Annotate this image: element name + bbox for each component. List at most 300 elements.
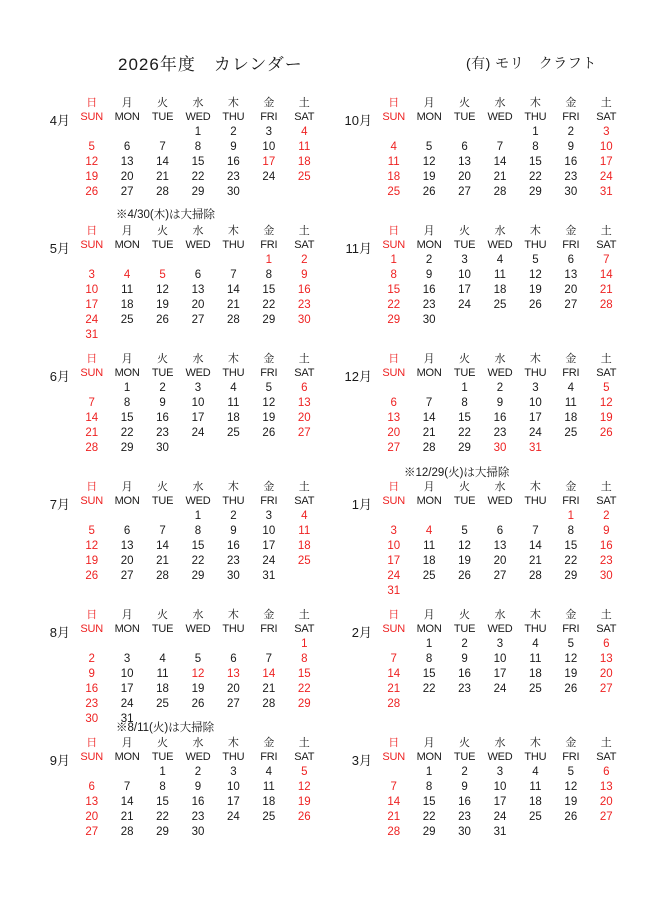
day-cell: 14 bbox=[387, 796, 401, 808]
week-row bbox=[376, 810, 624, 825]
day-cell: 30 bbox=[564, 186, 578, 198]
day-cell: 1 bbox=[159, 766, 166, 778]
day-cell: 10 bbox=[529, 397, 542, 409]
day-cell: 15 bbox=[564, 540, 578, 552]
weekday-kanji-mon: 月 bbox=[423, 609, 435, 621]
day-cell: 25 bbox=[297, 171, 311, 183]
day-cell: 20 bbox=[564, 284, 578, 296]
week-row bbox=[376, 652, 624, 667]
day-cell-empty bbox=[145, 637, 180, 652]
day-cell: 12 bbox=[85, 156, 99, 168]
month-label-jul: 7月 bbox=[49, 497, 70, 512]
day-cell: 5 bbox=[567, 638, 575, 650]
day-cell: 28 bbox=[120, 826, 134, 838]
day-cell: 15 bbox=[422, 668, 436, 680]
week-row bbox=[376, 411, 624, 426]
day-cell: 22 bbox=[191, 171, 205, 183]
weekday-abbr-row bbox=[376, 366, 624, 381]
weekday-kanji-wed: 水 bbox=[494, 353, 506, 365]
day-cell: 25 bbox=[297, 555, 311, 567]
day-cell: 3 bbox=[265, 510, 273, 522]
weekday-abbr-sat: SAT bbox=[596, 111, 617, 123]
week-row bbox=[74, 810, 322, 825]
weekday-kanji-sun: 日 bbox=[86, 97, 98, 109]
weekday-abbr-mon: MON bbox=[416, 623, 442, 635]
weekday-kanji-thu: 木 bbox=[227, 97, 239, 109]
day-cell: 15 bbox=[297, 668, 311, 680]
day-cell: 17 bbox=[387, 555, 401, 567]
weekday-kanji-sun: 日 bbox=[388, 97, 400, 109]
day-cell: 6 bbox=[88, 781, 95, 793]
month-block-nov bbox=[338, 224, 628, 352]
weekday-abbr-row bbox=[376, 494, 624, 509]
day-cell: 30 bbox=[458, 826, 471, 838]
day-cell: 6 bbox=[496, 525, 504, 537]
day-cell: 5 bbox=[194, 653, 202, 665]
day-cell: 9 bbox=[461, 781, 468, 793]
day-cell: 8 bbox=[532, 141, 539, 153]
weekday-kanji-fri: 金 bbox=[263, 609, 275, 621]
page-header bbox=[0, 50, 654, 90]
day-cell: 10 bbox=[85, 284, 99, 296]
weekday-abbr-row bbox=[74, 366, 322, 381]
day-cell: 26 bbox=[191, 698, 205, 710]
weekday-kanji-tue: 火 bbox=[459, 481, 471, 493]
weekday-abbr-sun: SUN bbox=[80, 367, 104, 379]
day-cell: 14 bbox=[156, 540, 169, 552]
day-cell: 11 bbox=[298, 141, 311, 153]
week-row bbox=[74, 328, 322, 343]
day-cell: 19 bbox=[191, 683, 205, 695]
weekday-kanji-thu: 木 bbox=[529, 225, 541, 237]
day-cell: 13 bbox=[297, 397, 311, 409]
weekday-abbr-fri: FRI bbox=[260, 751, 278, 763]
month-table-wrap-nov bbox=[376, 224, 624, 328]
weekday-kanji-sun: 日 bbox=[388, 609, 400, 621]
day-cell: 31 bbox=[529, 442, 542, 454]
day-cell: 29 bbox=[529, 186, 542, 198]
day-cell: 25 bbox=[529, 683, 542, 695]
weekday-kanji-wed: 水 bbox=[192, 225, 204, 237]
week-row bbox=[74, 569, 322, 584]
day-cell: 22 bbox=[387, 299, 401, 311]
weekday-abbr-tue: TUE bbox=[151, 239, 174, 251]
weekday-abbr-mon: MON bbox=[114, 367, 140, 379]
day-cell: 10 bbox=[120, 668, 134, 680]
weekday-abbr-sun: SUN bbox=[382, 111, 406, 123]
weekday-kanji-sat: 土 bbox=[600, 481, 612, 493]
weekday-kanji-wed: 水 bbox=[192, 97, 204, 109]
week-row bbox=[376, 426, 624, 441]
weekday-kanji-sat: 土 bbox=[298, 609, 310, 621]
month-label-jun: 6月 bbox=[49, 369, 70, 384]
day-cell: 12 bbox=[529, 269, 542, 281]
weekday-kanji-tue: 火 bbox=[459, 609, 471, 621]
day-cell: 14 bbox=[493, 156, 507, 168]
month-block-sep bbox=[36, 736, 326, 864]
day-cell: 17 bbox=[262, 540, 276, 552]
day-cell: 7 bbox=[265, 653, 273, 665]
month-table-wrap-apr bbox=[74, 96, 322, 200]
day-cell: 19 bbox=[564, 668, 578, 680]
weekday-abbr-thu: THU bbox=[524, 111, 547, 123]
weekday-kanji-wed: 水 bbox=[192, 353, 204, 365]
weekday-abbr-mon: MON bbox=[114, 495, 140, 507]
day-cell: 29 bbox=[120, 442, 134, 454]
day-cell: 2 bbox=[88, 653, 95, 665]
weekday-kanji-mon: 月 bbox=[121, 737, 133, 749]
weekday-kanji-wed: 水 bbox=[192, 609, 204, 621]
day-cell: 10 bbox=[191, 397, 205, 409]
weekday-abbr-mon: MON bbox=[114, 111, 140, 123]
day-cell: 16 bbox=[422, 284, 436, 296]
week-row bbox=[376, 268, 624, 283]
weekday-kanji-mon: 月 bbox=[423, 225, 435, 237]
day-cell: 20 bbox=[387, 427, 401, 439]
day-cell-empty bbox=[180, 253, 215, 268]
note-december: ※12/29(火)は大掃除 bbox=[404, 467, 510, 479]
day-cell: 7 bbox=[390, 653, 397, 665]
month-block-dec bbox=[338, 352, 628, 480]
day-cell-empty bbox=[287, 328, 322, 343]
weekday-abbr-sat: SAT bbox=[294, 239, 315, 251]
day-cell: 23 bbox=[85, 698, 99, 710]
day-cell: 11 bbox=[529, 781, 542, 793]
weekday-kanji-wed: 水 bbox=[494, 481, 506, 493]
weekday-abbr-thu: THU bbox=[222, 495, 245, 507]
day-cell: 18 bbox=[297, 156, 311, 168]
day-cell: 23 bbox=[422, 299, 436, 311]
day-cell-empty bbox=[376, 381, 411, 396]
weekday-kanji-sun: 日 bbox=[86, 737, 98, 749]
day-cell: 20 bbox=[191, 299, 205, 311]
day-cell: 4 bbox=[532, 766, 539, 778]
weekday-kanji-sun: 日 bbox=[86, 353, 98, 365]
day-cell: 15 bbox=[262, 284, 276, 296]
day-cell: 11 bbox=[564, 397, 577, 409]
day-cell: 22 bbox=[120, 427, 134, 439]
weekday-kanji-wed: 水 bbox=[192, 481, 204, 493]
day-cell: 20 bbox=[493, 555, 507, 567]
weekday-abbr-fri: FRI bbox=[562, 111, 580, 123]
day-cell: 9 bbox=[425, 269, 433, 281]
weekday-abbr-sat: SAT bbox=[596, 495, 617, 507]
weekday-kanji-wed: 水 bbox=[494, 737, 506, 749]
day-cell: 23 bbox=[297, 299, 311, 311]
day-cell: 11 bbox=[387, 156, 400, 168]
day-cell: 12 bbox=[458, 540, 471, 552]
weekday-kanji-row bbox=[376, 608, 624, 622]
day-cell: 29 bbox=[191, 186, 205, 198]
weekday-abbr-fri: FRI bbox=[260, 239, 278, 251]
day-cell-empty bbox=[589, 697, 624, 712]
day-cell-empty bbox=[74, 765, 109, 780]
day-cell: 26 bbox=[564, 811, 578, 823]
day-cell: 7 bbox=[159, 525, 166, 537]
day-cell: 25 bbox=[156, 698, 169, 710]
day-cell: 13 bbox=[85, 796, 99, 808]
day-cell: 17 bbox=[599, 156, 613, 168]
weekday-kanji-row bbox=[376, 224, 624, 238]
day-cell-empty bbox=[251, 185, 286, 200]
day-cell-empty bbox=[411, 381, 446, 396]
day-cell: 24 bbox=[529, 427, 542, 439]
day-cell: 4 bbox=[496, 254, 504, 266]
day-cell: 29 bbox=[297, 698, 311, 710]
day-cell: 20 bbox=[599, 796, 613, 808]
month-block-jan bbox=[338, 480, 628, 608]
month-label-aug: 8月 bbox=[49, 625, 70, 640]
weekday-kanji-row bbox=[376, 96, 624, 110]
day-cell-empty bbox=[145, 253, 180, 268]
day-cell: 13 bbox=[387, 412, 401, 424]
day-cell: 20 bbox=[120, 171, 134, 183]
weekday-abbr-fri: FRI bbox=[260, 495, 278, 507]
weekday-abbr-tue: TUE bbox=[151, 367, 174, 379]
day-cell: 19 bbox=[422, 171, 436, 183]
day-cell-empty bbox=[518, 313, 553, 328]
weekday-kanji-row bbox=[74, 224, 322, 238]
weekday-abbr-sun: SUN bbox=[382, 495, 406, 507]
day-cell: 30 bbox=[297, 314, 311, 326]
day-cell-empty bbox=[145, 509, 180, 524]
day-cell: 11 bbox=[156, 668, 169, 680]
weekday-kanji-fri: 金 bbox=[565, 609, 577, 621]
week-row bbox=[74, 637, 322, 652]
day-cell: 6 bbox=[390, 397, 397, 409]
day-cell: 1 bbox=[532, 126, 539, 138]
weekday-kanji-wed: 水 bbox=[192, 737, 204, 749]
weekday-kanji-mon: 月 bbox=[121, 225, 133, 237]
weekday-kanji-row bbox=[376, 352, 624, 366]
day-cell: 20 bbox=[297, 412, 311, 424]
day-cell: 2 bbox=[159, 382, 166, 394]
day-cell: 9 bbox=[301, 269, 308, 281]
weekday-kanji-fri: 金 bbox=[263, 97, 275, 109]
day-cell: 12 bbox=[85, 540, 99, 552]
day-cell: 21 bbox=[422, 427, 436, 439]
day-cell: 10 bbox=[227, 781, 240, 793]
weekday-abbr-mon: MON bbox=[416, 367, 442, 379]
day-cell: 31 bbox=[120, 713, 134, 725]
day-cell: 25 bbox=[227, 427, 240, 439]
day-cell: 28 bbox=[387, 826, 401, 838]
weekday-abbr-mon: MON bbox=[416, 751, 442, 763]
day-cell: 16 bbox=[227, 540, 240, 552]
day-cell-empty bbox=[251, 441, 286, 456]
day-cell: 5 bbox=[88, 525, 95, 537]
day-cell: 1 bbox=[461, 382, 468, 394]
day-cell: 3 bbox=[461, 254, 468, 266]
week-row bbox=[376, 155, 624, 170]
month-block-oct bbox=[338, 96, 628, 224]
day-cell: 27 bbox=[599, 811, 613, 823]
day-cell-empty bbox=[589, 441, 624, 456]
weekday-abbr-row bbox=[74, 494, 322, 509]
weekday-abbr-wed: WED bbox=[487, 623, 513, 635]
day-cell: 13 bbox=[458, 156, 471, 168]
month-table-wrap-jun bbox=[74, 352, 322, 456]
weekday-abbr-tue: TUE bbox=[453, 623, 476, 635]
day-cell: 3 bbox=[532, 382, 539, 394]
weekday-kanji-fri: 金 bbox=[565, 225, 577, 237]
day-cell: 20 bbox=[227, 683, 240, 695]
day-cell: 21 bbox=[262, 683, 276, 695]
day-cell: 8 bbox=[301, 653, 308, 665]
week-row bbox=[376, 524, 624, 539]
day-cell: 7 bbox=[88, 397, 95, 409]
weekday-abbr-sat: SAT bbox=[596, 751, 617, 763]
day-cell: 22 bbox=[564, 555, 578, 567]
month-table-wrap-aug bbox=[74, 608, 322, 727]
day-cell: 18 bbox=[262, 796, 276, 808]
week-row bbox=[376, 825, 624, 840]
day-cell: 28 bbox=[529, 570, 542, 582]
day-cell: 3 bbox=[496, 766, 504, 778]
day-cell: 2 bbox=[194, 766, 202, 778]
weekday-kanji-fri: 金 bbox=[263, 481, 275, 493]
day-cell: 8 bbox=[123, 397, 131, 409]
day-cell: 27 bbox=[564, 299, 578, 311]
day-cell: 18 bbox=[422, 555, 436, 567]
week-row bbox=[74, 426, 322, 441]
day-cell: 13 bbox=[564, 269, 578, 281]
weekday-abbr-thu: THU bbox=[222, 751, 245, 763]
week-row bbox=[74, 539, 322, 554]
day-cell: 5 bbox=[159, 269, 166, 281]
week-row bbox=[74, 396, 322, 411]
weekday-abbr-fri: FRI bbox=[562, 495, 580, 507]
weekday-kanji-thu: 木 bbox=[227, 609, 239, 621]
weekday-abbr-row bbox=[74, 110, 322, 125]
day-cell: 18 bbox=[493, 284, 507, 296]
day-cell: 8 bbox=[265, 269, 273, 281]
day-cell: 30 bbox=[156, 442, 169, 454]
weekday-abbr-thu: THU bbox=[524, 367, 547, 379]
day-cell: 2 bbox=[496, 382, 504, 394]
day-cell: 29 bbox=[387, 314, 401, 326]
day-cell: 23 bbox=[191, 811, 205, 823]
weekday-abbr-sun: SUN bbox=[382, 367, 406, 379]
day-cell: 31 bbox=[262, 570, 276, 582]
weekday-kanji-thu: 木 bbox=[529, 481, 541, 493]
day-cell-empty bbox=[411, 584, 446, 599]
note-august: ※8/11(火)は大掃除 bbox=[116, 722, 215, 734]
weekday-kanji-fri: 金 bbox=[263, 225, 275, 237]
day-cell: 30 bbox=[227, 186, 240, 198]
day-cell: 24 bbox=[262, 555, 276, 567]
day-cell: 13 bbox=[493, 540, 507, 552]
weekday-kanji-sat: 土 bbox=[298, 737, 310, 749]
day-cell: 1 bbox=[425, 638, 433, 650]
day-cell: 27 bbox=[227, 698, 240, 710]
week-row bbox=[376, 554, 624, 569]
day-cell: 26 bbox=[529, 299, 542, 311]
weekday-abbr-wed: WED bbox=[185, 495, 211, 507]
day-cell: 25 bbox=[564, 427, 578, 439]
weekday-abbr-sat: SAT bbox=[596, 367, 617, 379]
day-cell: 26 bbox=[458, 570, 471, 582]
day-cell: 16 bbox=[599, 540, 613, 552]
day-cell: 24 bbox=[458, 299, 471, 311]
month-row bbox=[0, 608, 654, 736]
day-cell: 4 bbox=[567, 382, 575, 394]
day-cell: 24 bbox=[191, 427, 205, 439]
month-block-mar bbox=[338, 736, 628, 864]
day-cell: 9 bbox=[567, 141, 575, 153]
day-cell: 17 bbox=[493, 668, 507, 680]
day-cell: 28 bbox=[156, 570, 169, 582]
weekday-abbr-fri: FRI bbox=[260, 623, 278, 635]
week-row bbox=[74, 697, 322, 712]
weekday-kanji-tue: 火 bbox=[459, 353, 471, 365]
weekday-kanji-mon: 月 bbox=[121, 353, 133, 365]
day-cell: 15 bbox=[458, 412, 471, 424]
day-cell: 14 bbox=[227, 284, 240, 296]
day-cell: 10 bbox=[493, 653, 507, 665]
weekday-abbr-tue: TUE bbox=[151, 623, 174, 635]
day-cell: 5 bbox=[88, 141, 95, 153]
week-row bbox=[74, 795, 322, 810]
weekday-abbr-row bbox=[74, 622, 322, 637]
week-row bbox=[74, 381, 322, 396]
weekday-abbr-tue: TUE bbox=[453, 495, 476, 507]
weekday-kanji-fri: 金 bbox=[565, 353, 577, 365]
day-cell: 9 bbox=[230, 141, 237, 153]
day-cell: 4 bbox=[532, 638, 539, 650]
weekday-abbr-sat: SAT bbox=[294, 111, 315, 123]
day-cell: 12 bbox=[156, 284, 169, 296]
weekday-kanji-tue: 火 bbox=[157, 225, 169, 237]
day-cell: 30 bbox=[422, 314, 436, 326]
week-row bbox=[376, 569, 624, 584]
day-cell: 4 bbox=[301, 126, 308, 138]
day-cell: 12 bbox=[422, 156, 436, 168]
weekday-abbr-row bbox=[74, 238, 322, 253]
month-row bbox=[0, 352, 654, 480]
day-cell: 24 bbox=[387, 570, 401, 582]
day-cell: 24 bbox=[85, 314, 99, 326]
day-cell-empty bbox=[447, 584, 482, 599]
day-cell: 5 bbox=[301, 766, 308, 778]
day-cell: 8 bbox=[425, 781, 433, 793]
weekday-abbr-tue: TUE bbox=[453, 111, 476, 123]
month-row bbox=[0, 96, 654, 224]
weekday-kanji-tue: 火 bbox=[459, 97, 471, 109]
day-cell-empty bbox=[109, 328, 144, 343]
week-row bbox=[74, 313, 322, 328]
weekday-abbr-row bbox=[376, 622, 624, 637]
day-cell-empty bbox=[287, 712, 322, 727]
weekday-kanji-tue: 火 bbox=[157, 737, 169, 749]
day-cell: 23 bbox=[493, 427, 507, 439]
day-cell: 5 bbox=[425, 141, 433, 153]
day-cell-empty bbox=[216, 441, 251, 456]
weekday-abbr-fri: FRI bbox=[260, 111, 278, 123]
weekday-abbr-row bbox=[74, 750, 322, 765]
day-cell: 24 bbox=[599, 171, 613, 183]
weekday-kanji-wed: 水 bbox=[494, 97, 506, 109]
day-cell-empty bbox=[447, 313, 482, 328]
weekday-abbr-thu: THU bbox=[524, 239, 547, 251]
day-cell: 28 bbox=[227, 314, 240, 326]
weekday-abbr-sat: SAT bbox=[294, 495, 315, 507]
weekday-kanji-sat: 土 bbox=[298, 97, 310, 109]
weekday-kanji-row bbox=[376, 480, 624, 494]
weekday-abbr-fri: FRI bbox=[562, 751, 580, 763]
day-cell: 29 bbox=[262, 314, 276, 326]
weekday-kanji-thu: 木 bbox=[529, 737, 541, 749]
